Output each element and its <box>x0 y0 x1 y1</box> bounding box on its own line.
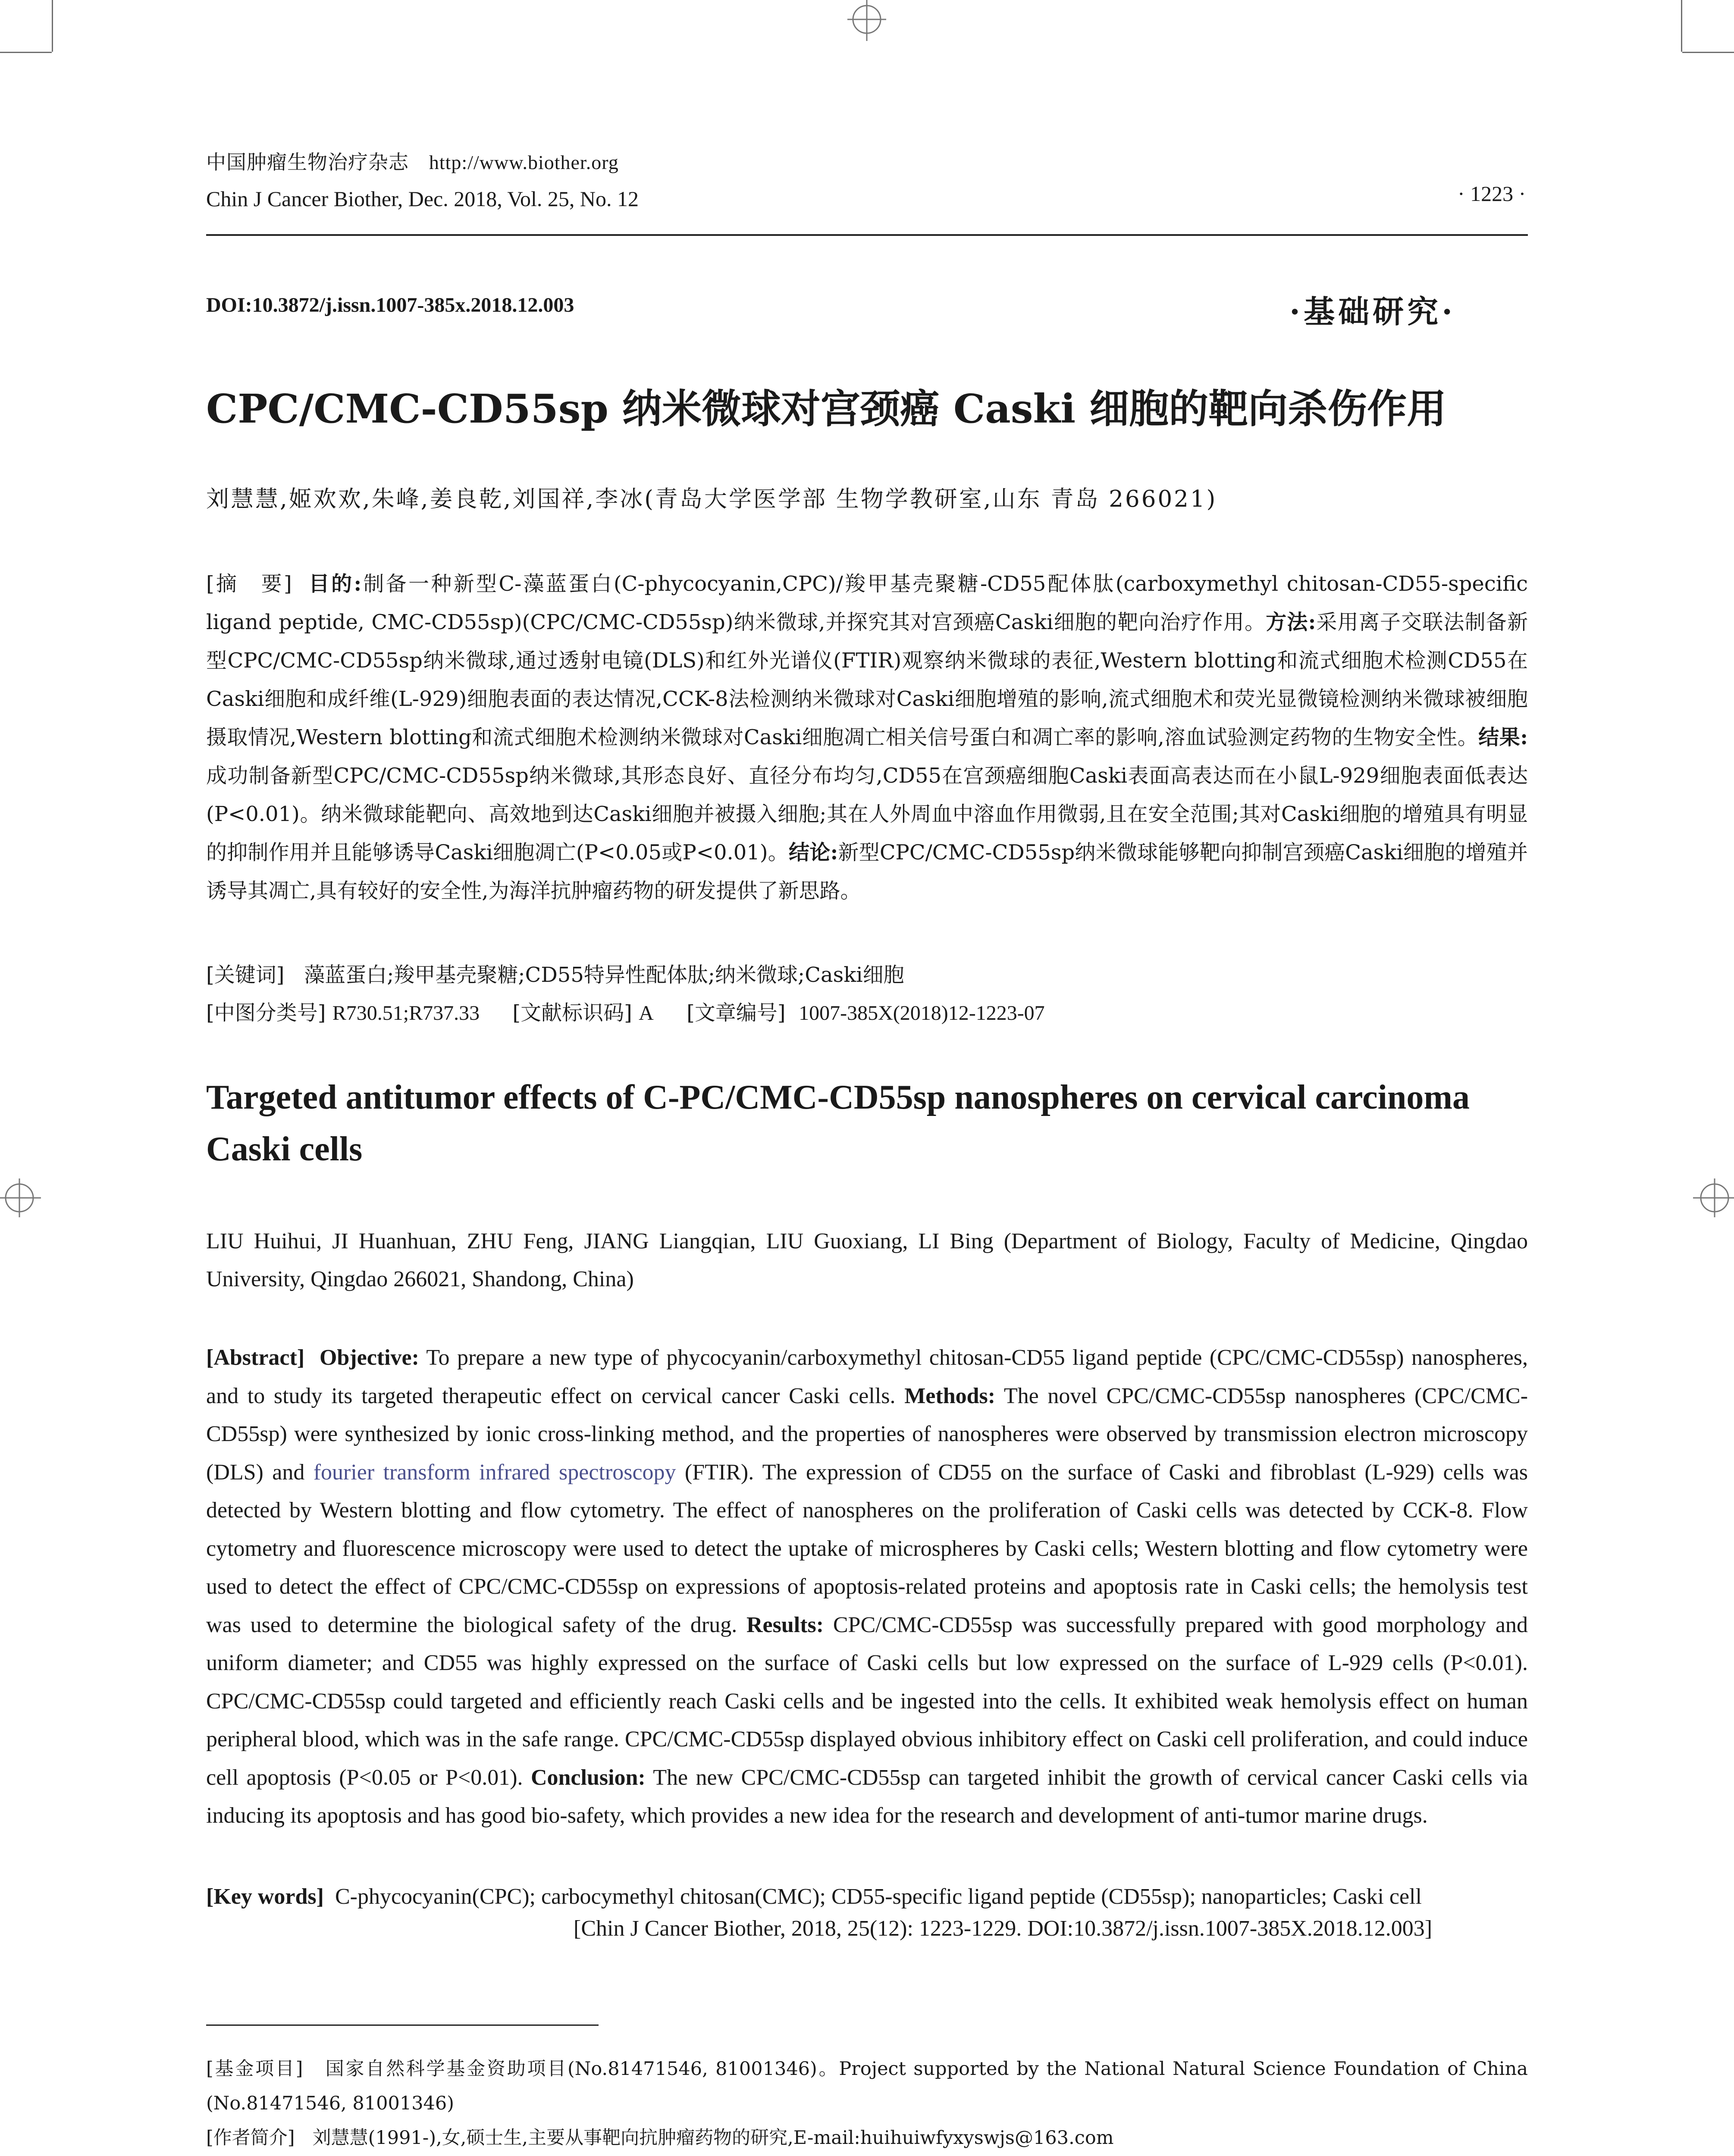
abstract-cn <box>206 565 1528 910</box>
results-label-en: Results: <box>746 1612 824 1637</box>
objective-cn: 制备一种新型C-藻蓝蛋白(C-phycocyanin,CPC)/羧甲基壳聚糖-CD55配体肽(carboxymethyl chitosan-CD55-specific ligand peptide, CMC-CD55sp)(CPC/CMC-CD55sp)纳米微球,并探究其对宫颈癌Caski细胞的靶向治疗作用。 <box>206 572 1528 634</box>
fund-text: 国家自然科学基金资助项目(No.81471546, 81001346)。Project supported by the National Natural Science Foundation of China (No.81471546, 81001346) <box>206 2058 1528 2114</box>
fund-label: [基金项目] <box>206 2058 303 2080</box>
abstract-en <box>206 1339 1528 1835</box>
methods-cn: 采用离子交联法制备新型CPC/CMC-CD55sp纳米微球,通过透射电镜(DLS)和红外光谱仪(FTIR)观察纳米微球的表征,Western blotting和流式细胞术检测CD55在Caski细胞和成纤维(L-929)细胞表面的表达情况,CCK-8法检测纳米微球对Caski细胞增殖的影响,流式细胞术和荧光显微镜检测纳米微球被细胞摄取情况,Western blotting和流式细胞术检测纳米微球对Caski细胞凋亡相关信号蛋白和凋亡率的影响,溶血试验测定药物的生物安全性。 <box>206 610 1528 749</box>
keywords-cn-text: 藻蓝蛋白;羧甲基壳聚糖;CD55特异性配体肽;纳米微球;Caski细胞 <box>304 963 904 987</box>
doc-label: [文献标识码] <box>512 1001 632 1025</box>
methods-label-en: Methods: <box>904 1383 996 1408</box>
abstract-en-label: [Abstract] <box>206 1345 305 1370</box>
title-en: Targeted antitumor effects of C-PC/CMC-CD55sp nanospheres on cervical carcinoma Caski cells <box>206 1078 1470 1168</box>
journal-header-en: Chin J Cancer Biother, Dec. 2018, Vol. 25, No. 12 <box>206 187 639 211</box>
authors-cn: 刘慧慧,姬欢欢,朱峰,姜良乾,刘国祥,李冰(青岛大学医学部 生物学教研室,山东 青岛 266021) <box>206 486 1217 512</box>
crop-mark <box>0 52 52 53</box>
doi[interactable]: DOI:10.3872/j.issn.1007-385x.2018.12.003 <box>206 294 574 317</box>
page-number: · 1223 · <box>1458 182 1526 206</box>
journal-name-cn: 中国肿瘤生物治疗杂志 <box>206 150 409 174</box>
keywords-en-text: C-phycocyanin(CPC); carbocymethyl chitosan(CMC); CD55-specific ligand peptide (CD55sp); nanoparticles; Caski cell <box>335 1884 1422 1909</box>
keywords-cn-label: [关键词] <box>206 963 285 987</box>
abstract-cn-label: [摘 要] <box>206 572 292 596</box>
art-label: [文章编号] <box>687 1001 786 1025</box>
results-en: CPC/CMC-CD55sp was successfully prepared with good morphology and uniform diameter; and CD55 was highly expressed on the surface of Caski cells but low expressed on the surface of L-929 cells (P<0.01). CPC/CMC-CD55sp could targeted and efficiently reach Caski cells and be ingested into the cells. It exhibited weak hemolysis effect on human peripheral blood, which was in the safe range. CPC/CMC-CD55sp displayed obvious inhibitory effect on Caski cell proliferation, and could induce cell apoptosis (P<0.05 or P<0.01). <box>206 1612 1528 1790</box>
conclusion-label-cn: 结论: <box>789 840 838 865</box>
keywords-en <box>206 1878 1528 1916</box>
results-label-cn: 结果: <box>1478 725 1528 749</box>
crop-mark <box>1681 0 1682 52</box>
methods-label-cn: 方法: <box>1266 610 1316 634</box>
registration-mark-right <box>1682 1172 1734 1224</box>
journal-header-cn <box>206 147 619 175</box>
bio-text: 刘慧慧(1991-),女,硕士生,主要从事靶向抗肿瘤药物的研究,E-mail:huihuiwfyxyswjs@163.com <box>312 2127 1114 2149</box>
results-cn: 成功制备新型CPC/CMC-CD55sp纳米微球,其形态良好、直径分布均匀,CD55在宫颈癌细胞Caski表面高表达而在小鼠L-929细胞表面低表达(P<0.01)。纳米微球能靶向、高效地到达Caski细胞并被摄入细胞;其在人外周血中溶血作用微弱,且在安全范围;其对Caski细胞的增殖具有明显的抑制作用并且能够诱导Caski细胞凋亡(P<0.05或P<0.01)。 <box>206 764 1528 865</box>
cls-value: R730.51;R737.33 <box>332 1002 480 1025</box>
methods-en-b: (FTIR). The expression of CD55 on the surface of Caski and fibroblast (L-929) cells was detected by Western blotting and flow cytometry. The effect of nanospheres on the proliferation of Caski cells was detected by CCK-8. Flow cytometry and fluorescence microscopy were used to detect the uptake of microspheres by Caski cells; Western blotting and flow cytometry were used to detect the effect of CPC/CMC-CD55sp on expressions of apoptosis-related proteins and apoptosis rate in Caski cells; the hemolysis test was used to determine the biological safety of the drug. <box>206 1460 1528 1637</box>
methods-en-highlight: fourier transform infrared spectroscopy <box>313 1460 676 1485</box>
journal-url[interactable]: http://www.biother.org <box>429 151 619 173</box>
crop-mark <box>52 0 53 52</box>
section-tag: ·基础研究· <box>1289 293 1456 330</box>
doc-value: A <box>639 1002 654 1025</box>
cls-label: [中图分类号] <box>206 1001 326 1025</box>
methods-en-a: The novel CPC/CMC-CD55sp nanospheres (CPC/CMC-CD55sp) were synthesized by ionic cross-linking method, and the properties of nanospheres were observed by transmission electron microscopy (DLS) and <box>206 1383 1528 1485</box>
footnote-fund <box>206 2052 1528 2121</box>
keywords-cn <box>206 958 904 988</box>
objective-label-cn: 目的: <box>308 572 362 596</box>
objective-en: To prepare a new type of phycocyanin/carboxymethyl chitosan-CD55 ligand peptide (CPC/CMC-CD55sp) nanospheres, and to study its targeted therapeutic effect on cervical cancer Caski cells. <box>206 1345 1528 1408</box>
footnote-author-bio <box>206 2121 1528 2155</box>
classification-cn <box>206 996 1045 1026</box>
registration-mark-top <box>841 0 893 52</box>
header-rule <box>206 234 1528 236</box>
authors-en: LIU Huihui, JI Huanhuan, ZHU Feng, JIANG Liangqian, LIU Guoxiang, LI Bing (Department of Biology, Faculty of Medicine, Qingdao University, Qingdao 266021, Shandong, China) <box>206 1229 1528 1291</box>
objective-label-en: Objective: <box>319 1345 419 1370</box>
keywords-en-label: [Key words] <box>206 1884 324 1909</box>
bio-label: [作者简介] <box>206 2127 295 2149</box>
crop-mark <box>1682 52 1734 53</box>
footnote-rule <box>206 2024 599 2026</box>
conclusion-label-en: Conclusion: <box>530 1765 646 1790</box>
registration-mark-left <box>0 1172 52 1224</box>
conclusion-cn: 新型CPC/CMC-CD55sp纳米微球能够靶向抑制宫颈癌Caski细胞的增殖并诱导其凋亡,具有较好的安全性,为海洋抗肿瘤药物的研发提供了新思路。 <box>206 840 1528 903</box>
citation-en: [Chin J Cancer Biother, 2018, 25(12): 1223-1229. DOI:10.3872/j.issn.1007-385X.2018.12.003] <box>574 1916 1433 1941</box>
title-cn: CPC/CMC-CD55sp 纳米微球对宫颈癌 Caski 细胞的靶向杀伤作用 <box>206 385 1447 432</box>
art-value: 1007-385X(2018)12-1223-07 <box>799 1002 1045 1025</box>
conclusion-en: The new CPC/CMC-CD55sp can targeted inhibit the growth of cervical cancer Caski cells via inducing its apoptosis and has good bio-safety, which provides a new idea for the research and development of anti-tumor marine drugs. <box>206 1765 1528 1828</box>
